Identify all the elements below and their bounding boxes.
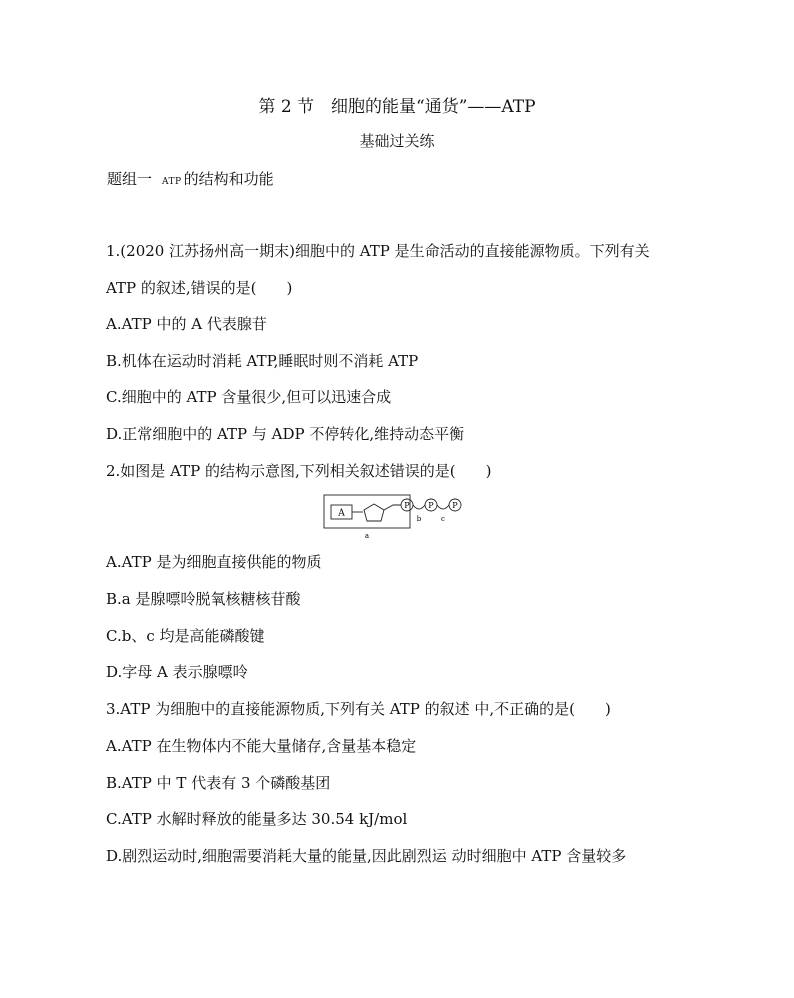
adenine-label: A (338, 508, 345, 519)
q1-option-b: B.机体在运动时消耗 ATP,睡眠时则不消耗 ATP (106, 352, 419, 370)
q1-stem-line1: 1.(2020 江苏扬州高一期末)细胞中的 ATP 是生命活动的直接能源物质。下列有关 (106, 242, 650, 260)
high-energy-bond-c (437, 505, 449, 509)
atp-structure-figure (323, 493, 473, 541)
phosphate-label-2: P (428, 501, 434, 510)
q2-option-a: A.ATP 是为细胞直接供能的物质 (106, 553, 322, 571)
q3-option-a: A.ATP 在生物体内不能大量储存,含量基本稳定 (106, 737, 417, 755)
bond-label-c: c (441, 515, 445, 523)
ribose-pentagon (364, 504, 384, 521)
q2-option-c: C.b、c 均是高能磷酸键 (106, 627, 265, 645)
group-label: 题组一 (107, 170, 153, 188)
question-group-heading (107, 168, 274, 189)
q2-option-d: D.字母 A 表示腺嘌呤 (106, 663, 248, 681)
high-energy-bond-b (413, 505, 425, 509)
q1-stem-line2: ATP 的叙述,错误的是( ) (106, 279, 293, 297)
adenosine-bracket-box (324, 495, 410, 528)
section-subtitle: 基础过关练 (359, 132, 435, 150)
q1-option-c: C.细胞中的 ATP 含量很少,但可以迅速合成 (106, 388, 392, 406)
phosphate-label-1: P (404, 501, 410, 510)
q3-option-b: B.ATP 中 T 代表有 3 个磷酸基团 (106, 774, 331, 792)
group-topic: 的结构和功能 (183, 170, 274, 188)
q3-option-d: D.剧烈运动时,细胞需要消耗大量的能量,因此剧烈运 动时细胞中 ATP 含量较多 (106, 847, 627, 865)
q2-stem: 2.如图是 ATP 的结构示意图,下列相关叙述错误的是( ) (106, 462, 492, 480)
bond-label-b: b (416, 515, 422, 523)
group-topic-abbr: ATP (162, 177, 182, 187)
sugar-phosphate-bond (384, 505, 401, 510)
q2-option-b: B.a 是腺嘌呤脱氧核糖核苷酸 (106, 590, 301, 608)
section-title: 第 2 节 细胞的能量“通货”——ATP (258, 97, 536, 117)
phosphate-label-3: P (452, 501, 458, 510)
q3-option-c: C.ATP 水解时释放的能量多达 30.54 kJ/mol (106, 810, 408, 828)
q1-option-d: D.正常细胞中的 ATP 与 ADP 不停转化,维持动态平衡 (106, 425, 465, 443)
bracket-label-a: a (364, 532, 370, 540)
q1-option-a: A.ATP 中的 A 代表腺苷 (106, 315, 267, 333)
q3-stem: 3.ATP 为细胞中的直接能源物质,下列有关 ATP 的叙述 中,不正确的是( ) (106, 700, 611, 718)
